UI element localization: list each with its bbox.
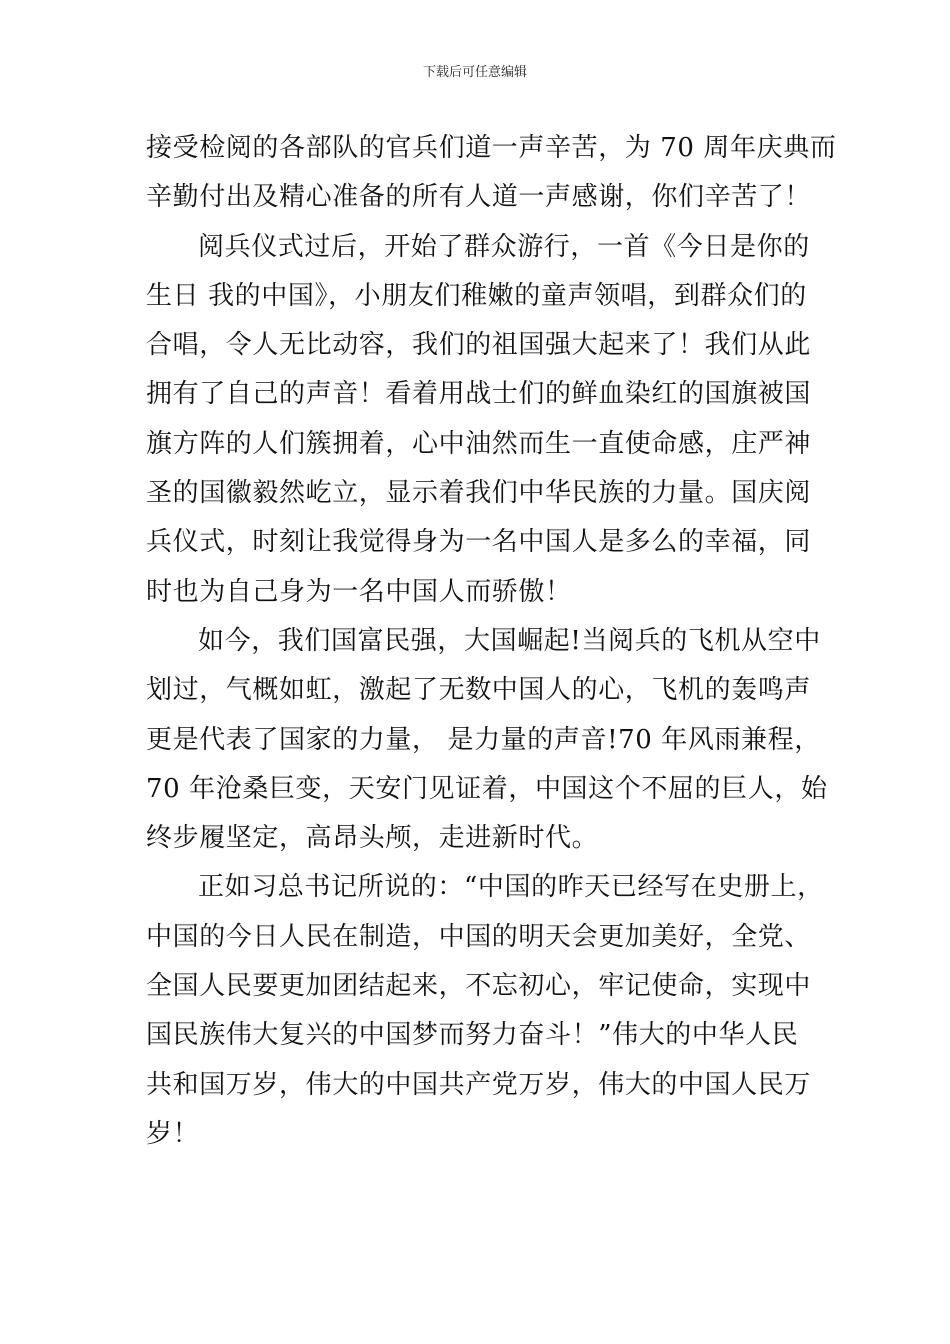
document-body — [146, 124, 846, 1159]
text-line: 正如习总书记所说的：“中国的昨天已经写在史册上， — [198, 872, 824, 903]
text-line: 终步履坚定，高昂头颅，走进新时代。 — [146, 823, 599, 854]
text-line: 合唱，令人无比动容，我们的祖国强大起来了！我们从此 — [146, 330, 812, 361]
text-line: 中国的今日人民在制造，中国的明天会更加美好，全党、 — [146, 921, 812, 952]
page-header: 下载后可任意编辑 — [422, 65, 527, 80]
text-line: 接受检阅的各部队的官兵们道一声辛苦，为 70 周年庆典而 — [146, 133, 837, 163]
text-line: 圣的国徽毅然屹立，显示着我们中华民族的力量。国庆阅 — [146, 478, 812, 509]
paragraph-3 — [146, 617, 846, 863]
paragraph-2 — [146, 223, 846, 617]
text-line: 生日 我的中国》，小朋友们稚嫩的童声领唱，到群众们的 — [146, 280, 807, 311]
text-line: 共和国万岁，伟大的中国共产党万岁，伟大的中国人民万 — [146, 1069, 812, 1100]
text-line: 拥有了自己的声音！看着用战士们的鲜血染红的国旗被国 — [146, 379, 812, 410]
text-line: 岁！ — [146, 1118, 200, 1149]
paragraph-1 — [146, 124, 846, 223]
text-line: 全国人民要更加团结起来，不忘初心，牢记使命，实现中 — [146, 971, 812, 1002]
text-line: 时也为自己身为一名中国人而骄傲！ — [146, 576, 572, 607]
text-line: 兵仪式，时刻让我觉得身为一名中国人是多么的幸福，同 — [146, 527, 812, 558]
text-line: 辛勤付出及精心准备的所有人道一声感谢，你们辛苦了！ — [146, 182, 812, 213]
text-line: 阅兵仪式过后，开始了群众游行，一首《今日是你的 — [198, 231, 810, 262]
text-line: 划过，气概如虹，激起了无数中国人的心，飞机的轰鸣声 — [146, 675, 812, 706]
text-line: 更是代表了国家的力量， 是力量的声音!70 年风雨兼程， — [146, 724, 821, 755]
text-line: 如今，我们国富民强，大国崛起!当阅兵的飞机从空中 — [198, 625, 821, 656]
text-line: 国民族伟大复兴的中国梦而努力奋斗！”伟大的中华人民 — [146, 1020, 799, 1051]
text-line: 70 年沧桑巨变，天安门见证着，中国这个不屈的巨人，始 — [146, 773, 828, 804]
paragraph-4 — [146, 863, 846, 1159]
text-line: 旗方阵的人们簇拥着，心中油然而生一直使命感，庄严神 — [146, 428, 812, 459]
